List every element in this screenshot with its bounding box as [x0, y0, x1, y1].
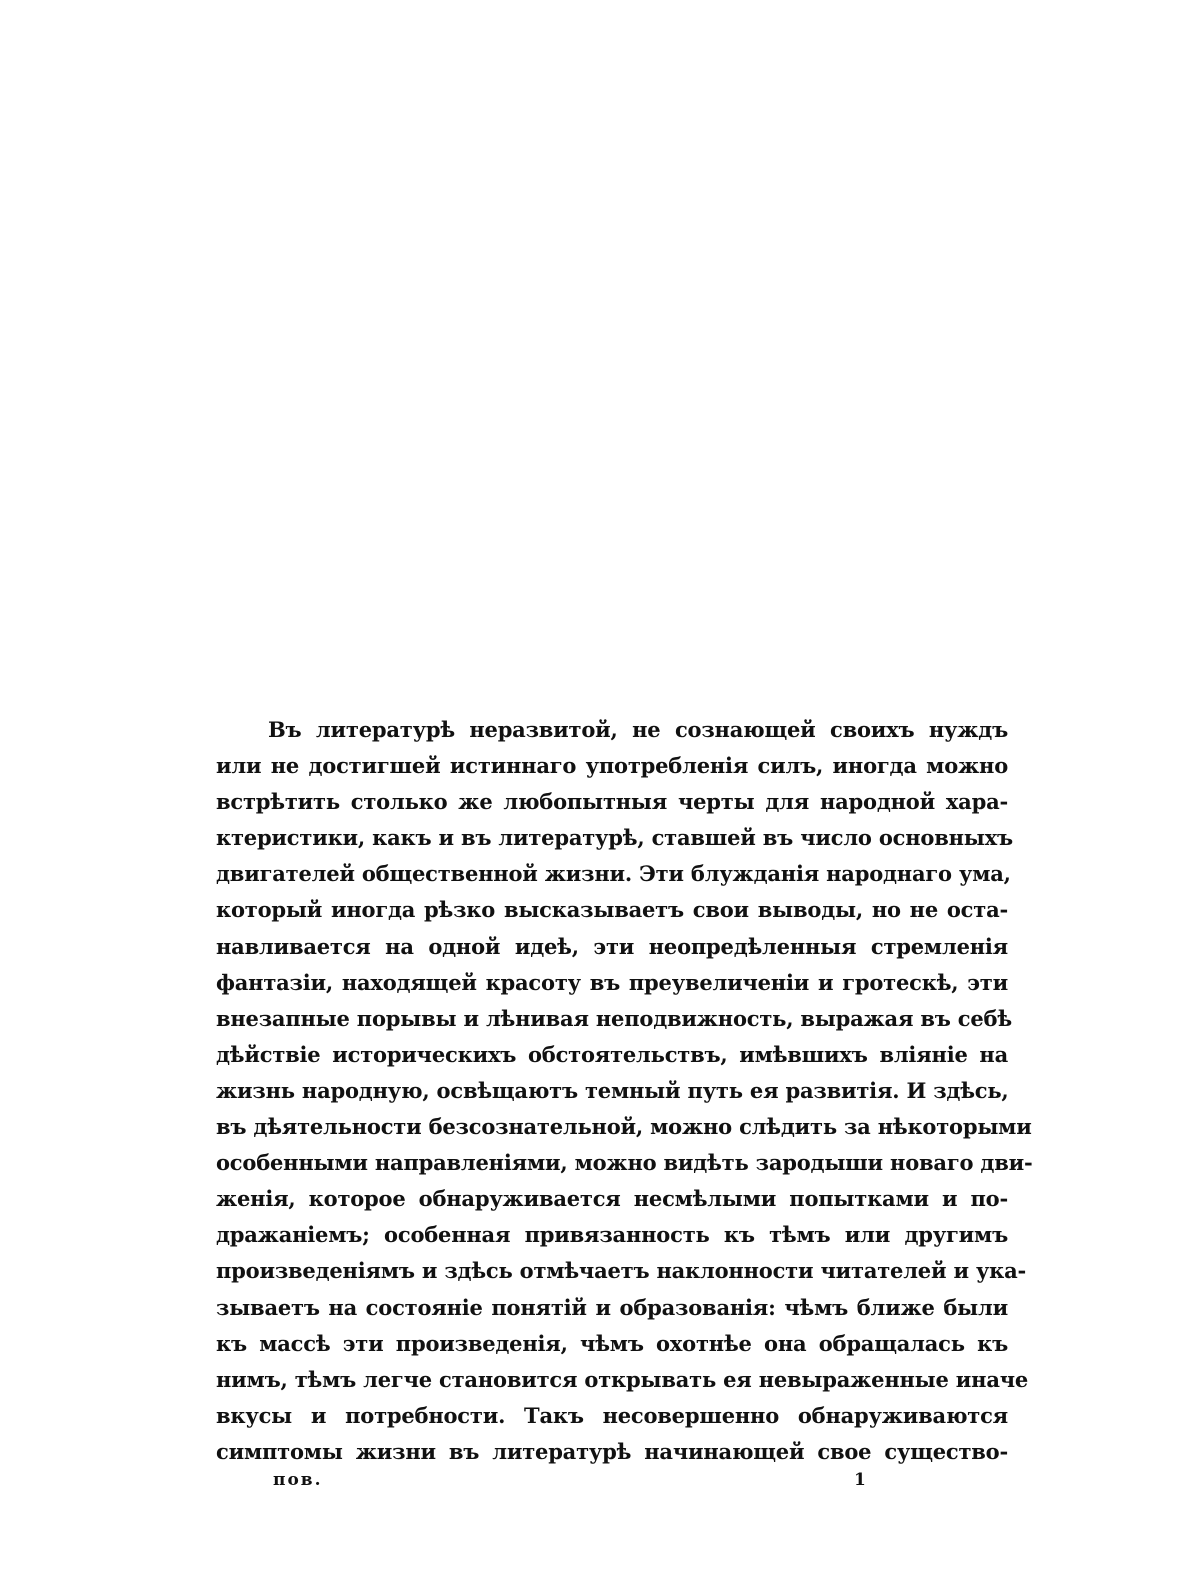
text-line: дѣйствіе историческихъ обстоятельствъ, имѣвшихъ вліяніе на — [216, 1041, 1008, 1067]
text-line: встрѣтить столько же любопытныя черты для народной хара- — [216, 789, 1008, 815]
text-line: произведеніямъ и здѣсь отмѣчаетъ наклонности читателей и ука- — [216, 1258, 1027, 1284]
text-line: внезапные порывы и лѣнивая неподвижность, выражая въ себѣ — [216, 1005, 1012, 1031]
text-line: нимъ, тѣмъ легче становится открывать ея невыраженные иначе — [216, 1366, 1029, 1392]
text-line: Въ литературѣ неразвитой, не сознающей своихъ нуждъ — [268, 717, 1008, 742]
body-paragraph — [216, 712, 1033, 1470]
page-footer — [0, 1470, 1191, 1500]
text-line: двигателей общественной жизни. Эти блужданія народнаго ума, — [216, 861, 1011, 887]
text-line: ктеристики, какъ и въ литературѣ, ставшей въ число основныхъ — [216, 825, 1013, 851]
text-line: навливается на одной идеѣ, эти неопредѣленныя стремленія — [216, 933, 1008, 959]
signature-mark: пов. — [273, 1470, 323, 1490]
text-line: къ массѣ эти произведенія, чѣмъ охотнѣе она обращалась къ — [216, 1330, 1008, 1356]
page-number: 1 — [854, 1470, 866, 1490]
text-line: симптомы жизни въ литературѣ начинающей свое существо- — [216, 1438, 1008, 1464]
text-line: въ дѣятельности безсознательной, можно слѣдить за нѣкоторыми — [216, 1114, 1032, 1140]
text-line: женія, которое обнаруживается несмѣлыми попытками и по- — [216, 1186, 1008, 1212]
text-line: фантазіи, находящей красоту въ преувеличеніи и гротескѣ, эти — [216, 969, 1008, 995]
text-line: жизнь народную, освѣщаютъ темный путь ея развитія. И здѣсь, — [216, 1077, 1009, 1103]
text-line: особенными направленіями, можно видѣть зародыши новаго дви- — [216, 1150, 1033, 1176]
text-line: или не достигшей истиннаго употребленія силъ, иногда можно — [216, 753, 1008, 779]
text-line: вкусы и потребности. Такъ несовершенно обнаруживаются — [216, 1402, 1008, 1428]
text-line: зываетъ на состояніе понятій и образованія: чѣмъ ближе были — [216, 1294, 1008, 1320]
text-line: который иногда рѣзко высказываетъ свои выводы, но не оста- — [216, 897, 1008, 923]
text-line: дражаніемъ; особенная привязанность къ тѣмъ или другимъ — [216, 1222, 1008, 1248]
